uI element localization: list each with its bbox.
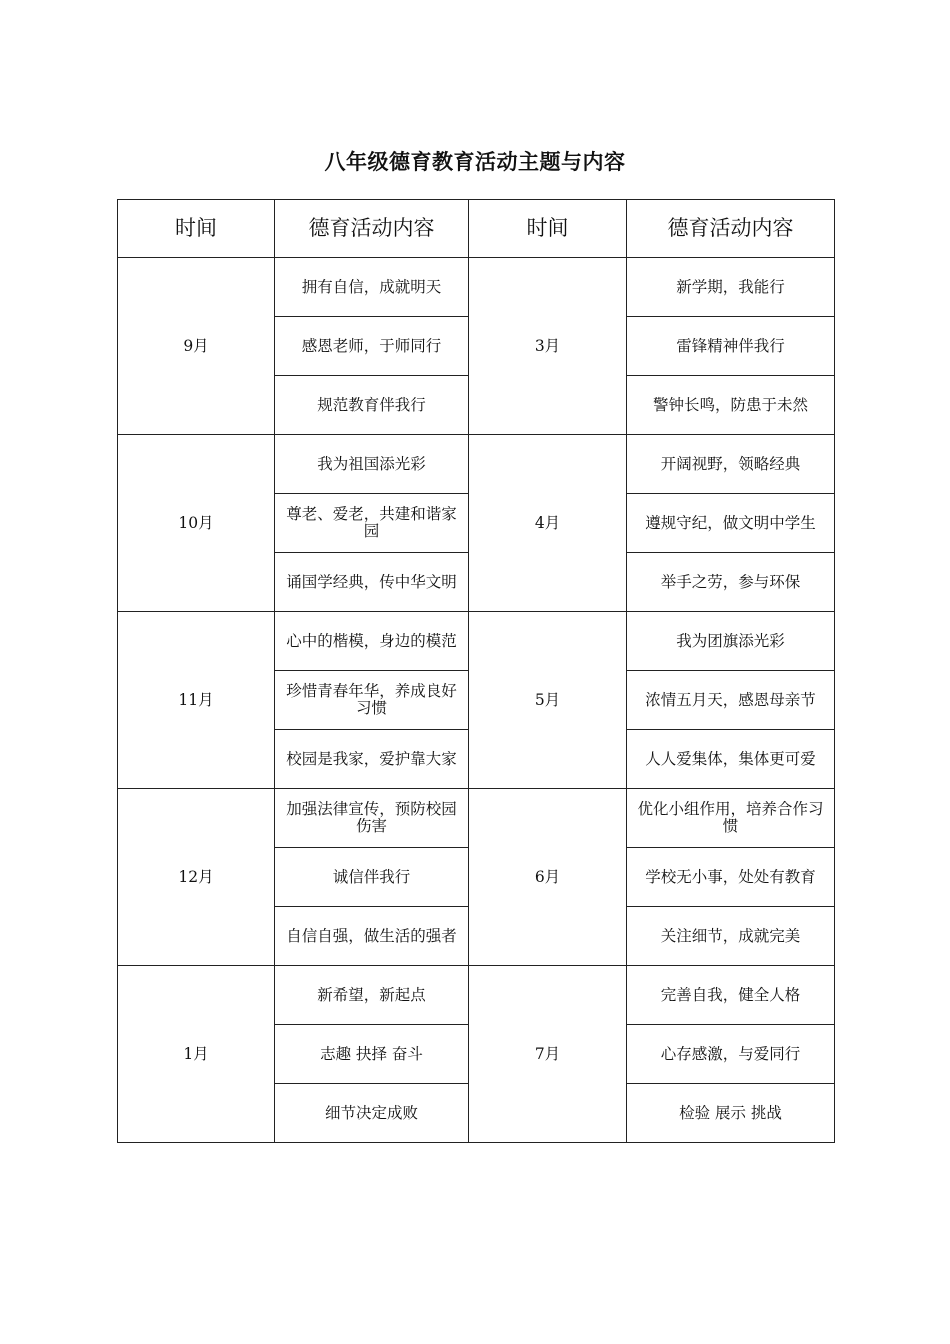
activity-cell: 人人爱集体，集体更可爱 — [627, 730, 835, 789]
header-content-right: 德育活动内容 — [627, 200, 835, 258]
activity-cell: 珍惜青春年华，养成良好习惯 — [275, 671, 469, 730]
activity-cell: 举手之劳，参与环保 — [627, 553, 835, 612]
activity-cell: 开阔视野，领略经典 — [627, 435, 835, 494]
table-row — [118, 258, 835, 317]
activity-cell: 志趣 抉择 奋斗 — [275, 1025, 469, 1084]
header-time-right: 时间 — [469, 200, 627, 258]
month-cell-left: 10月 — [118, 435, 275, 612]
activity-cell: 学校无小事，处处有教育 — [627, 848, 835, 907]
activity-cell: 心中的楷模，身边的模范 — [275, 612, 469, 671]
activity-cell: 拥有自信，成就明天 — [275, 258, 469, 317]
table-row — [118, 966, 835, 1025]
month-cell-right: 5月 — [469, 612, 627, 789]
activity-cell: 加强法律宣传，预防校园伤害 — [275, 789, 469, 848]
activity-cell: 雷锋精神伴我行 — [627, 317, 835, 376]
activity-cell: 我为团旗添光彩 — [627, 612, 835, 671]
month-cell-left: 9月 — [118, 258, 275, 435]
activity-cell: 检验 展示 挑战 — [627, 1084, 835, 1143]
activity-cell: 我为祖国添光彩 — [275, 435, 469, 494]
month-cell-right: 7月 — [469, 966, 627, 1143]
activity-table — [117, 199, 835, 1143]
activity-cell: 自信自强，做生活的强者 — [275, 907, 469, 966]
activity-cell: 心存感激，与爱同行 — [627, 1025, 835, 1084]
activity-cell: 遵规守纪，做文明中学生 — [627, 494, 835, 553]
month-cell-right: 3月 — [469, 258, 627, 435]
activity-cell: 诵国学经典，传中华文明 — [275, 553, 469, 612]
month-cell-left: 1月 — [118, 966, 275, 1143]
activity-cell: 完善自我，健全人格 — [627, 966, 835, 1025]
activity-cell: 新学期，我能行 — [627, 258, 835, 317]
activity-cell: 关注细节，成就完美 — [627, 907, 835, 966]
activity-cell: 浓情五月天，感恩母亲节 — [627, 671, 835, 730]
table-row — [118, 612, 835, 671]
page-title: 八年级德育教育活动主题与内容 — [324, 149, 626, 174]
activity-cell: 优化小组作用，培养合作习惯 — [627, 789, 835, 848]
month-cell-left: 11月 — [118, 612, 275, 789]
activity-cell: 警钟长鸣，防患于未然 — [627, 376, 835, 435]
month-cell-left: 12月 — [118, 789, 275, 966]
month-cell-right: 4月 — [469, 435, 627, 612]
table-row — [118, 435, 835, 494]
activity-cell: 细节决定成败 — [275, 1084, 469, 1143]
activity-cell: 感恩老师，于师同行 — [275, 317, 469, 376]
activity-cell: 校园是我家，爱护靠大家 — [275, 730, 469, 789]
month-cell-right: 6月 — [469, 789, 627, 966]
table-row — [118, 789, 835, 848]
activity-cell: 尊老、爱老，共建和谐家园 — [275, 494, 469, 553]
header-time-left: 时间 — [118, 200, 275, 258]
activity-cell: 新希望，新起点 — [275, 966, 469, 1025]
table-header-row — [118, 200, 835, 258]
activity-cell: 规范教育伴我行 — [275, 376, 469, 435]
header-content-left: 德育活动内容 — [275, 200, 469, 258]
activity-cell: 诚信伴我行 — [275, 848, 469, 907]
